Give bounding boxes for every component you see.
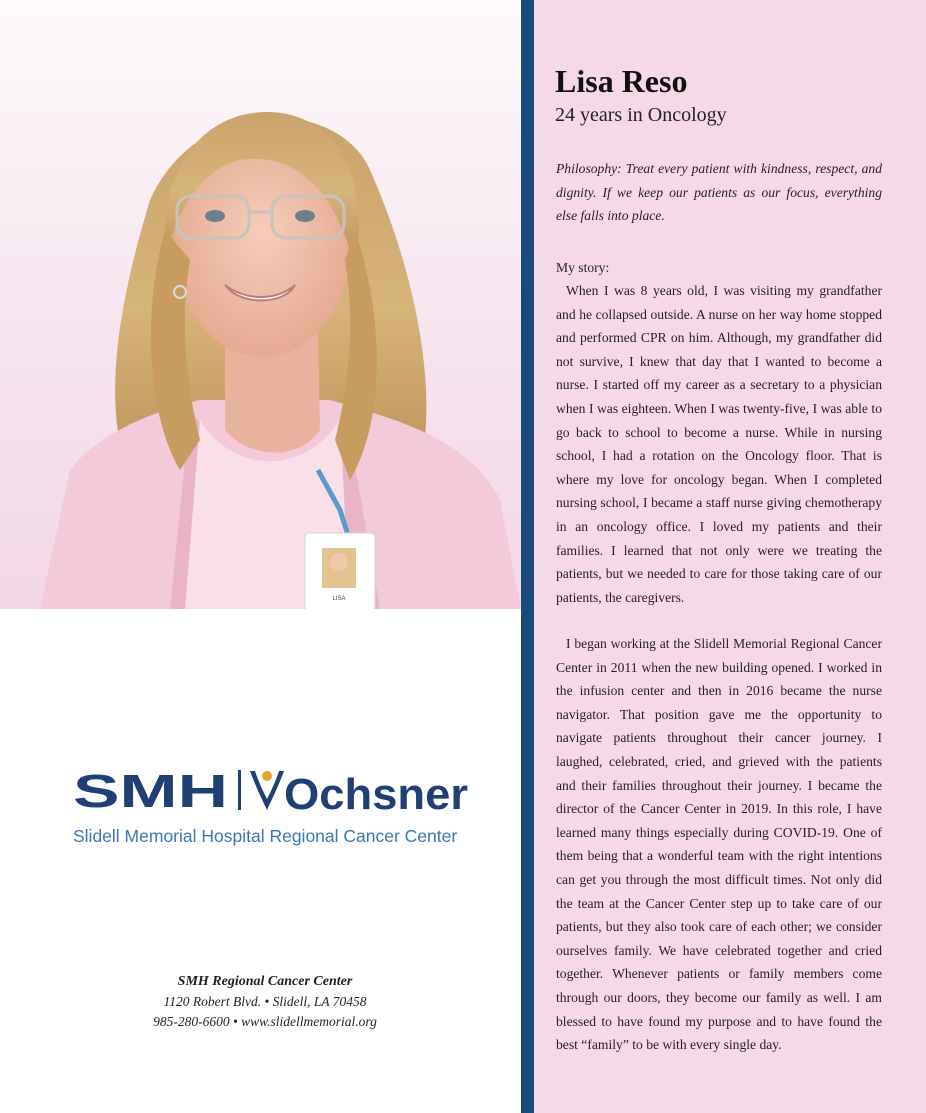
portrait-photo bbox=[0, 0, 521, 609]
story-paragraph-2: I began working at the Slidell Memorial Regional Cancer Center in 2011 when the new building opened. I worked in the infusion center and then in 2016 became the nurse navigator. That position gave me the opportunity to navigate patients throughout their cancer journey. I laughed, celebrated, cried, and grieved with the patients and their families throughout their journey. I became the director of the Cancer Center in 2019. In this role, I have learned many things especially during COVID-19. One of them being that a wonderful team with the right intentions can get you through the most difficult times. Not only did the team at the Cancer Center step up to take care of our patients, but they also took care of each other; we consider ourselves family. We have celebrated together and cried together. Whenever patients or family members come through our doors, they become our family as well. I am blessed to have found my purpose and to have found the best “family” to be with every single day. bbox=[556, 636, 882, 1053]
ochsner-logo-text: Ochsner bbox=[284, 770, 468, 815]
logo-subtitle: Slidell Memorial Hospital Regional Cancer Center bbox=[73, 826, 458, 846]
ochsner-mark-icon bbox=[262, 771, 272, 781]
bio-panel bbox=[534, 0, 926, 1113]
profile-name: Lisa Reso bbox=[555, 63, 688, 99]
address-line-1: 1120 Robert Blvd. • Slidell, LA 70458 bbox=[163, 994, 367, 1009]
address-title: SMH Regional Cancer Center bbox=[177, 974, 353, 989]
smh-ochsner-logo bbox=[70, 765, 470, 815]
story-paragraph-1: When I was 8 years old, I was visiting my grandfather and he collapsed outside. A nurse on her way home stopped and performed CPR on him. Although, my grandfather did not survive, I knew that day that I wanted to become a nurse. I started off my career as a secretary to a physician when I was eighteen. When I was twenty-five, I was able to go back to school to become a nurse. While in nursing school, I had a rotation on the Oncology floor. That is where my love for oncology began. When I completed nursing school, I became a staff nurse giving chemotherapy in an oncology office. I loved my patients and their families. I learned that not only were we treating the patients, but we needed to care for those taking care of our patients, the caregivers. bbox=[556, 283, 882, 605]
address-line-2: 985-280-6600 • www.slidellmemorial.org bbox=[153, 1014, 377, 1029]
navy-divider-bar bbox=[521, 0, 534, 1113]
profile-subtitle: 24 years in Oncology bbox=[555, 104, 727, 126]
story-label: My story: bbox=[556, 260, 610, 275]
address-block bbox=[90, 972, 440, 1032]
philosophy-text: Philosophy: Treat every patient with kindness, respect, and dignity. If we keep our patients as our focus, everything else falls into place. bbox=[556, 161, 882, 223]
badge-name: LISA bbox=[332, 596, 346, 602]
smh-logo-text: SMH bbox=[73, 765, 228, 815]
